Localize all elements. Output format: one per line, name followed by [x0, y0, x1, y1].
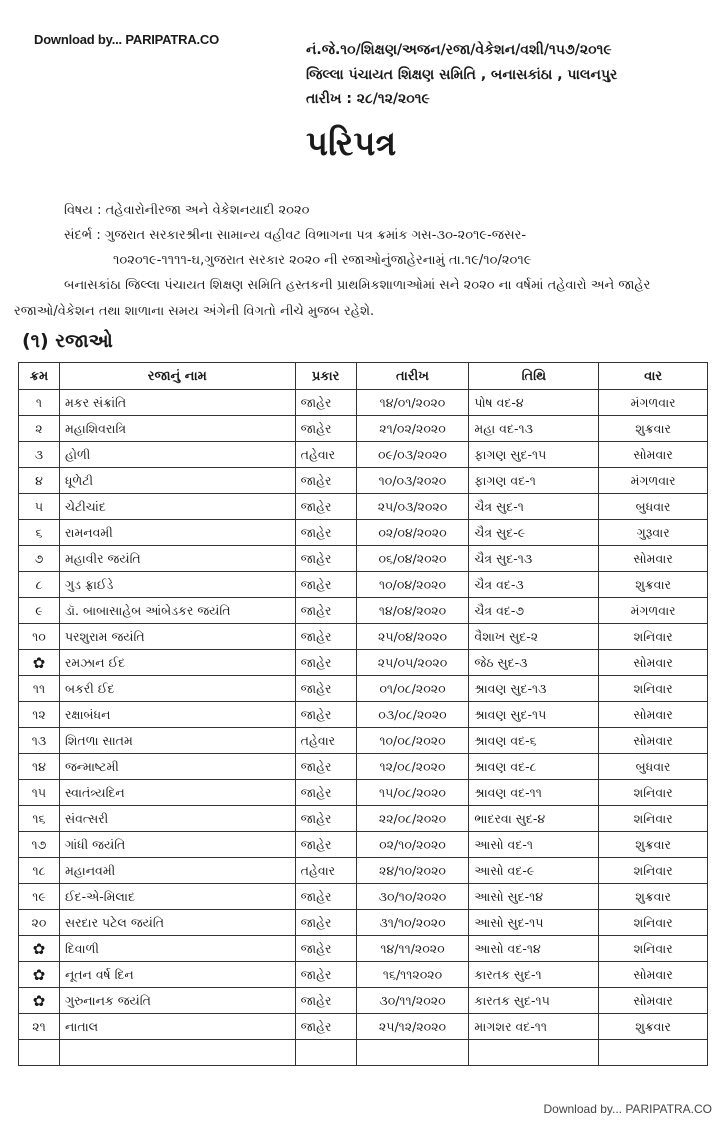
cell-type: જાહેર	[295, 650, 356, 676]
header-serial: ક્રમ	[19, 363, 60, 390]
cell-weekday: શુક્રવાર	[599, 572, 708, 598]
cell-date: ૧૫/૦૮/૨૦૨૦	[356, 780, 469, 806]
cell-date: ૨૫/૦૪/૨૦૨૦	[356, 624, 469, 650]
cell-tithi: માગશર વદ-૧૧	[469, 1014, 599, 1040]
cell-date: ૦૩/૦૮/૨૦૨૦	[356, 702, 469, 728]
cell-date: ૩૧/૧૦/૨૦૨૦	[356, 910, 469, 936]
cell-tithi: આસો વદ-૧	[469, 832, 599, 858]
cell-weekday: શનિવાર	[599, 936, 708, 962]
table-row	[19, 494, 708, 520]
cell-tithi: કારતક સુદ-૧	[469, 962, 599, 988]
reference-line-1: સંદર્ભ : ગુજરાત સરકારશ્રીના સામાન્ય વહીવટ વિભાગના પત્ર ક્રમાંક ગસ-૩૦-૨૦૧૯-જસર-	[64, 228, 527, 243]
cell-weekday: શનિવાર	[599, 910, 708, 936]
header-tithi: તિથિ	[469, 363, 599, 390]
header-type: પ્રકાર	[295, 363, 356, 390]
cell-holiday-name: રમઝાન ઈદ	[59, 650, 295, 676]
table-row	[19, 728, 708, 754]
cell-date: ૨૫/૧૨/૨૦૨૦	[356, 1014, 469, 1040]
cell-serial: ૧૮	[19, 858, 60, 884]
cell-holiday-name: ડૉ. બાબાસાહેબ આંબેડકર જયંતિ	[59, 598, 295, 624]
cell-holiday-name: નાતાલ	[59, 1014, 295, 1040]
cell-type: જાહેર	[295, 884, 356, 910]
cell-type: જાહેર	[295, 520, 356, 546]
cell-date: ૨૫/૦૫/૨૦૨૦	[356, 650, 469, 676]
cell-weekday: ગુરૂવાર	[599, 520, 708, 546]
cell-holiday-name: ગુડ ફ્રાઈડે	[59, 572, 295, 598]
table-row	[19, 1040, 708, 1066]
cell-tithi: શ્રાવણ વદ-૮	[469, 754, 599, 780]
cell-tithi: શ્રાવણ વદ-૧૧	[469, 780, 599, 806]
table-row	[19, 832, 708, 858]
cell-weekday: શુક્રવાર	[599, 416, 708, 442]
cell-date: ૨૪/૧૦/૨૦૨૦	[356, 858, 469, 884]
cell-weekday	[599, 1040, 708, 1066]
table-row	[19, 988, 708, 1014]
cell-weekday: શનિવાર	[599, 858, 708, 884]
cell-weekday: સોમવાર	[599, 962, 708, 988]
table-row	[19, 572, 708, 598]
cell-tithi: પોષ વદ-૪	[469, 390, 599, 416]
cell-tithi: આસો સુદ-૧૪	[469, 884, 599, 910]
cell-type: જાહેર	[295, 572, 356, 598]
cell-type: જાહેર	[295, 1014, 356, 1040]
cell-type: જાહેર	[295, 910, 356, 936]
cell-holiday-name: હોળી	[59, 442, 295, 468]
cell-date: ૧૪/૦૧/૨૦૨૦	[356, 390, 469, 416]
cell-tithi: આસો વદ-૯	[469, 858, 599, 884]
cell-holiday-name: નૂતન વર્ષ દિન	[59, 962, 295, 988]
flower-icon: ✿	[19, 650, 60, 676]
cell-type: જાહેર	[295, 624, 356, 650]
table-row	[19, 390, 708, 416]
cell-weekday: શનિવાર	[599, 624, 708, 650]
cell-tithi: વૈશાખ સુદ-૨	[469, 624, 599, 650]
cell-holiday-name: ચેટીચાંદ	[59, 494, 295, 520]
table-header-row	[19, 363, 708, 390]
cell-tithi: શ્રાવણ વદ-૬	[469, 728, 599, 754]
cell-date: ૩૦/૧૧/૨૦૨૦	[356, 988, 469, 1014]
cell-holiday-name: મહાવીર જયંતિ	[59, 546, 295, 572]
table-row	[19, 442, 708, 468]
cell-type: જાહેર	[295, 936, 356, 962]
table-row	[19, 416, 708, 442]
cell-weekday: સોમવાર	[599, 546, 708, 572]
table-row	[19, 884, 708, 910]
body-line-2: રજાઓ/વેકેશન તથા શાળાના સમય અંગેની વિગતો નીચે મુજબ રહેશે.	[14, 304, 375, 319]
cell-type: તહેવાર	[295, 442, 356, 468]
cell-weekday: બુધવાર	[599, 754, 708, 780]
cell-holiday-name: ધૂળેટી	[59, 468, 295, 494]
office-name: જિલ્લા પંચાયત શિક્ષણ સમિતિ , બનાસકાંઠા , પાલનપુર	[306, 67, 618, 83]
cell-serial: ૧૩	[19, 728, 60, 754]
cell-tithi: કારતક સુદ-૧૫	[469, 988, 599, 1014]
cell-date: ૧૦/૦૮/૨૦૨૦	[356, 728, 469, 754]
cell-holiday-name: ઈદ-એ-મિલાદ	[59, 884, 295, 910]
table-row	[19, 702, 708, 728]
table-row	[19, 754, 708, 780]
cell-holiday-name: પરશુરામ જયંતિ	[59, 624, 295, 650]
table-row	[19, 962, 708, 988]
cell-tithi: ચૈત્ર સુદ-૯	[469, 520, 599, 546]
cell-holiday-name: મહાનવમી	[59, 858, 295, 884]
cell-serial: ૯	[19, 598, 60, 624]
header-holiday-name: રજાનું નામ	[59, 363, 295, 390]
cell-type: જાહેર	[295, 416, 356, 442]
cell-serial: ૧૭	[19, 832, 60, 858]
table-row	[19, 598, 708, 624]
cell-tithi: ફાગણ સુદ-૧૫	[469, 442, 599, 468]
cell-serial: ૨	[19, 416, 60, 442]
cell-weekday: શુક્રવાર	[599, 1014, 708, 1040]
document-title: પરિપત્ર	[306, 124, 397, 164]
cell-holiday-name: દિવાળી	[59, 936, 295, 962]
cell-weekday: સોમવાર	[599, 702, 708, 728]
cell-holiday-name: રામનવમી	[59, 520, 295, 546]
cell-tithi: મહા વદ-૧૩	[469, 416, 599, 442]
cell-weekday: મંગળવાર	[599, 468, 708, 494]
cell-serial: ૬	[19, 520, 60, 546]
table-row	[19, 780, 708, 806]
cell-holiday-name: સ્વાતંત્ર્યદિન	[59, 780, 295, 806]
section-title: (૧) રજાઓ	[22, 330, 113, 352]
header-weekday: વાર	[599, 363, 708, 390]
cell-holiday-name: સરદાર પટેલ જયંતિ	[59, 910, 295, 936]
flower-icon: ✿	[19, 936, 60, 962]
body-line-1: બનાસકાંઠા જિલ્લા પંચાયત શિક્ષણ સમિતિ હસ્તકની પ્રાથમિકશાળાઓમાં સને ૨૦૨૦ ના વર્ષમાં તહેવારો અને જાહેર	[64, 278, 651, 293]
cell-weekday: સોમવાર	[599, 650, 708, 676]
table-row	[19, 806, 708, 832]
cell-type: જાહેર	[295, 780, 356, 806]
cell-tithi: ચૈત્ર વદ-૭	[469, 598, 599, 624]
cell-weekday: સોમવાર	[599, 988, 708, 1014]
cell-tithi: આસો વદ-૧૪	[469, 936, 599, 962]
holiday-table	[18, 362, 708, 1066]
table-row	[19, 624, 708, 650]
cell-type: તહેવાર	[295, 858, 356, 884]
cell-date: ૦૨/૦૪/૨૦૨૦	[356, 520, 469, 546]
cell-tithi: ફાગણ વદ-૧	[469, 468, 599, 494]
cell-serial: ૧૫	[19, 780, 60, 806]
cell-type: જાહેર	[295, 702, 356, 728]
flower-icon: ✿	[19, 988, 60, 1014]
cell-holiday-name: મહાશિવરાત્રિ	[59, 416, 295, 442]
cell-serial: ૫	[19, 494, 60, 520]
cell-serial: ૭	[19, 546, 60, 572]
cell-date: ૧૬/૧૧૨૦૨૦	[356, 962, 469, 988]
cell-weekday: મંગળવાર	[599, 598, 708, 624]
cell-type: જાહેર	[295, 598, 356, 624]
cell-date: ૧૨/૦૮/૨૦૨૦	[356, 754, 469, 780]
cell-holiday-name	[59, 1040, 295, 1066]
cell-date: ૧૪/૧૧/૨૦૨૦	[356, 936, 469, 962]
cell-type: જાહેર	[295, 546, 356, 572]
watermark-top: Download by... PARIPATRA.CO	[34, 32, 220, 47]
table-row	[19, 468, 708, 494]
cell-type: તહેવાર	[295, 728, 356, 754]
cell-type: જાહેર	[295, 832, 356, 858]
cell-weekday: શનિવાર	[599, 780, 708, 806]
cell-holiday-name: ગુરુનાનક જયંતિ	[59, 988, 295, 1014]
cell-serial: ૮	[19, 572, 60, 598]
cell-serial: ૧૯	[19, 884, 60, 910]
table-row	[19, 676, 708, 702]
cell-holiday-name: સંવત્સરી	[59, 806, 295, 832]
cell-date: ૧૦/૦૩/૨૦૨૦	[356, 468, 469, 494]
subject-line: વિષય : તહેવારોનીરજા અને વેકેશનયાદી ૨૦૨૦	[64, 203, 310, 218]
cell-holiday-name: જન્માષ્ટમી	[59, 754, 295, 780]
cell-weekday: બુધવાર	[599, 494, 708, 520]
cell-type: જાહેર	[295, 468, 356, 494]
cell-date: ૨૫/૦૩/૨૦૨૦	[356, 494, 469, 520]
cell-weekday: મંગળવાર	[599, 390, 708, 416]
cell-weekday: શનિવાર	[599, 676, 708, 702]
cell-weekday: સોમવાર	[599, 728, 708, 754]
cell-tithi: શ્રાવણ સુદ-૧૫	[469, 702, 599, 728]
flower-icon: ✿	[19, 962, 60, 988]
cell-serial: ૩	[19, 442, 60, 468]
cell-holiday-name: ગાંધી જયંતિ	[59, 832, 295, 858]
cell-tithi: ચૈત્ર સુદ-૧	[469, 494, 599, 520]
cell-type	[295, 1040, 356, 1066]
cell-date: ૩૦/૧૦/૨૦૨૦	[356, 884, 469, 910]
reference-line-2: ૧૦૨૦૧૯-૧૧૧૧-ઘ,ગુજરાત સરકાર ૨૦૨૦ ની રજાઓનુંજાહેરનામું તા.૧૯/૧૦/૨૦૧૯	[113, 253, 532, 268]
table-row	[19, 650, 708, 676]
cell-date: ૦૧/૦૮/૨૦૨૦	[356, 676, 469, 702]
reference-number: નં.જે.૧૦/શિક્ષણ/અજન/રજા/વેકેશન/વશી/૧૫૭/૨૦૧૯	[306, 42, 612, 58]
cell-serial: ૧૬	[19, 806, 60, 832]
cell-type: જાહેર	[295, 494, 356, 520]
cell-date: ૧૦/૦૪/૨૦૨૦	[356, 572, 469, 598]
cell-holiday-name: શિતળા સાતમ	[59, 728, 295, 754]
cell-serial: ૧	[19, 390, 60, 416]
table-row	[19, 1014, 708, 1040]
cell-weekday: સોમવાર	[599, 442, 708, 468]
cell-serial: ૧૦	[19, 624, 60, 650]
cell-date: ૦૨/૧૦/૨૦૨૦	[356, 832, 469, 858]
cell-tithi	[469, 1040, 599, 1066]
table-row	[19, 936, 708, 962]
cell-date: ૦૯/૦૩/૨૦૨૦	[356, 442, 469, 468]
cell-holiday-name: બકરી ઈદ	[59, 676, 295, 702]
cell-tithi: ચૈત્ર વદ-૩	[469, 572, 599, 598]
cell-holiday-name: મકર સંક્રાંતિ	[59, 390, 295, 416]
cell-type: જાહેર	[295, 988, 356, 1014]
cell-tithi: જેઠ સુદ-૩	[469, 650, 599, 676]
document-date: તારીખ : ૨૮/૧૨/૨૦૧૯	[306, 91, 430, 107]
cell-serial: ૨૦	[19, 910, 60, 936]
cell-type: જાહેર	[295, 806, 356, 832]
header-date: તારીખ	[356, 363, 469, 390]
cell-date	[356, 1040, 469, 1066]
cell-weekday: શનિવાર	[599, 806, 708, 832]
watermark-bottom: Download by... PARIPATRA.CO	[543, 1102, 712, 1116]
cell-type: જાહેર	[295, 754, 356, 780]
cell-date: ૨૧/૦૨/૨૦૨૦	[356, 416, 469, 442]
table-row	[19, 858, 708, 884]
cell-type: જાહેર	[295, 676, 356, 702]
table-row	[19, 520, 708, 546]
cell-type: જાહેર	[295, 962, 356, 988]
cell-serial	[19, 1040, 60, 1066]
table-row	[19, 546, 708, 572]
cell-holiday-name: રક્ષાબંધન	[59, 702, 295, 728]
cell-weekday: શુક્રવાર	[599, 832, 708, 858]
cell-tithi: આસો સુદ-૧૫	[469, 910, 599, 936]
cell-date: ૦૬/૦૪/૨૦૨૦	[356, 546, 469, 572]
cell-serial: ૨૧	[19, 1014, 60, 1040]
cell-weekday: શુક્રવાર	[599, 884, 708, 910]
cell-tithi: ચૈત્ર સુદ-૧૩	[469, 546, 599, 572]
cell-type: જાહેર	[295, 390, 356, 416]
cell-serial: ૪	[19, 468, 60, 494]
cell-serial: ૧૨	[19, 702, 60, 728]
cell-serial: ૧૧	[19, 676, 60, 702]
cell-serial: ૧૪	[19, 754, 60, 780]
cell-date: ૧૪/૦૪/૨૦૨૦	[356, 598, 469, 624]
table-row	[19, 910, 708, 936]
cell-tithi: ભાદરવા સુદ-૪	[469, 806, 599, 832]
cell-tithi: શ્રાવણ સુદ-૧૩	[469, 676, 599, 702]
cell-date: ૨૨/૦૮/૨૦૨૦	[356, 806, 469, 832]
